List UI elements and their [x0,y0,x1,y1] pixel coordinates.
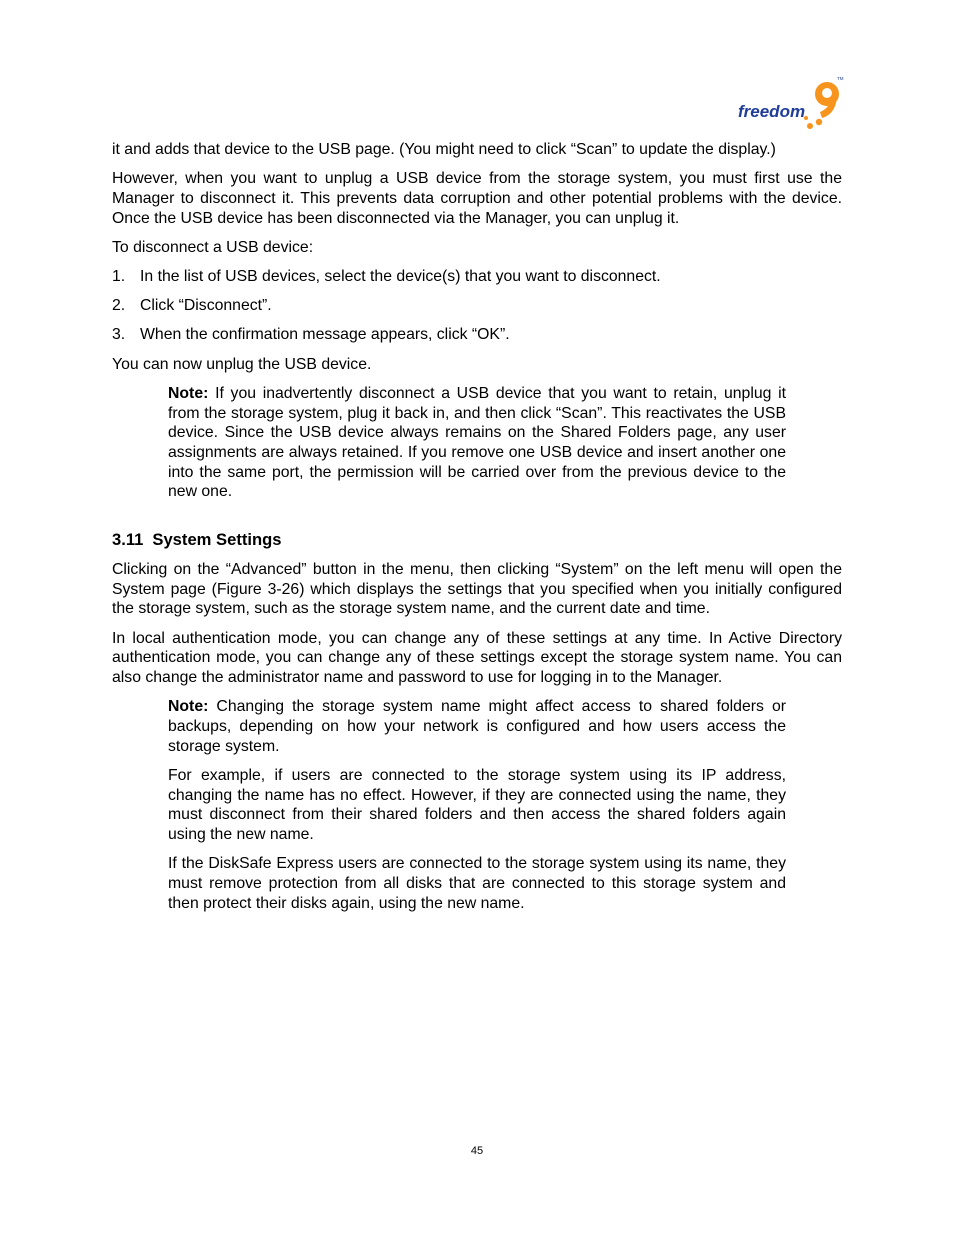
logo-trademark: TM [837,76,844,81]
paragraph: You can now unplug the USB device. [112,355,372,373]
note-text: Changing the storage system name might affect access to shared folders or backups, depending on how your network is configured and how users access the storage system. [168,698,786,755]
note-text: If you inadvertently disconnect a USB device that you want to retain, unplug it from the storage system, plug it back in, and then click “Scan”. This reactivates the USB device. Since the USB device always remains on the Shared Folders page, any user assignments are always retained. If you remove one USB device and insert another one into the same port, the permission will be carried over from the previous device to the new one. [168,384,786,501]
note-label: Note: [168,384,209,402]
page-number: 45 [470,1145,484,1157]
section-title: System Settings [152,530,282,550]
list-item [112,296,842,316]
paragraph: However, when you want to unplug a USB device from the storage system, you must first use the Manager to disconnect it. This prevents data corruption and other potential problems with the device. Once the USB device has been disconnected via the Manager, you can unplug it. [112,170,842,227]
section-heading [112,530,842,550]
list-number: 2. [112,297,126,315]
logo-wordmark: freedom [738,102,806,121]
list-text: Click “Disconnect”. [140,297,272,315]
paragraph: To disconnect a USB device: [112,238,314,256]
list-text: When the confirmation message appears, click “OK”. [140,326,510,344]
paragraph: it and adds that device to the USB page. (You might need to click “Scan” to update the display.) [112,141,776,158]
document-body [112,140,842,923]
paragraph: Clicking on the “Advanced” button in the menu, then clicking “System” on the left menu will open the System page (Figure 3-26) which displays the settings that you specified when you initially configured the storage system, such as the storage system name, and the current date and time. [112,561,842,618]
freedom9-logo [736,70,846,136]
note-label: Note: [168,698,209,716]
list-item [112,267,842,287]
list-number: 1. [112,268,126,286]
section-number: 3.11 [112,530,144,550]
list-text: In the list of USB devices, select the device(s) that you want to disconnect. [140,268,661,286]
note-paragraph: For example, if users are connected to the storage system using its IP address, changing the name has no effect. However, if they are connected using the name, they must disconnect from their shared folders and then access the shared folders again using the new name. [168,766,786,843]
note-paragraph: If the DiskSafe Express users are connected to the storage system using its name, they must remove protection from all disks that are connected to this storage system and then protect their disks again, using the new name. [168,855,786,912]
paragraph: In local authentication mode, you can change any of these settings at any time. In Active Directory authentication mode, you can change any of these settings except the storage system name. You can also change the administrator name and password to use for logging in to the Manager. [112,629,842,687]
list-number: 3. [112,326,126,344]
note-block [168,697,786,756]
note-block [168,384,786,502]
list-item [112,325,842,345]
